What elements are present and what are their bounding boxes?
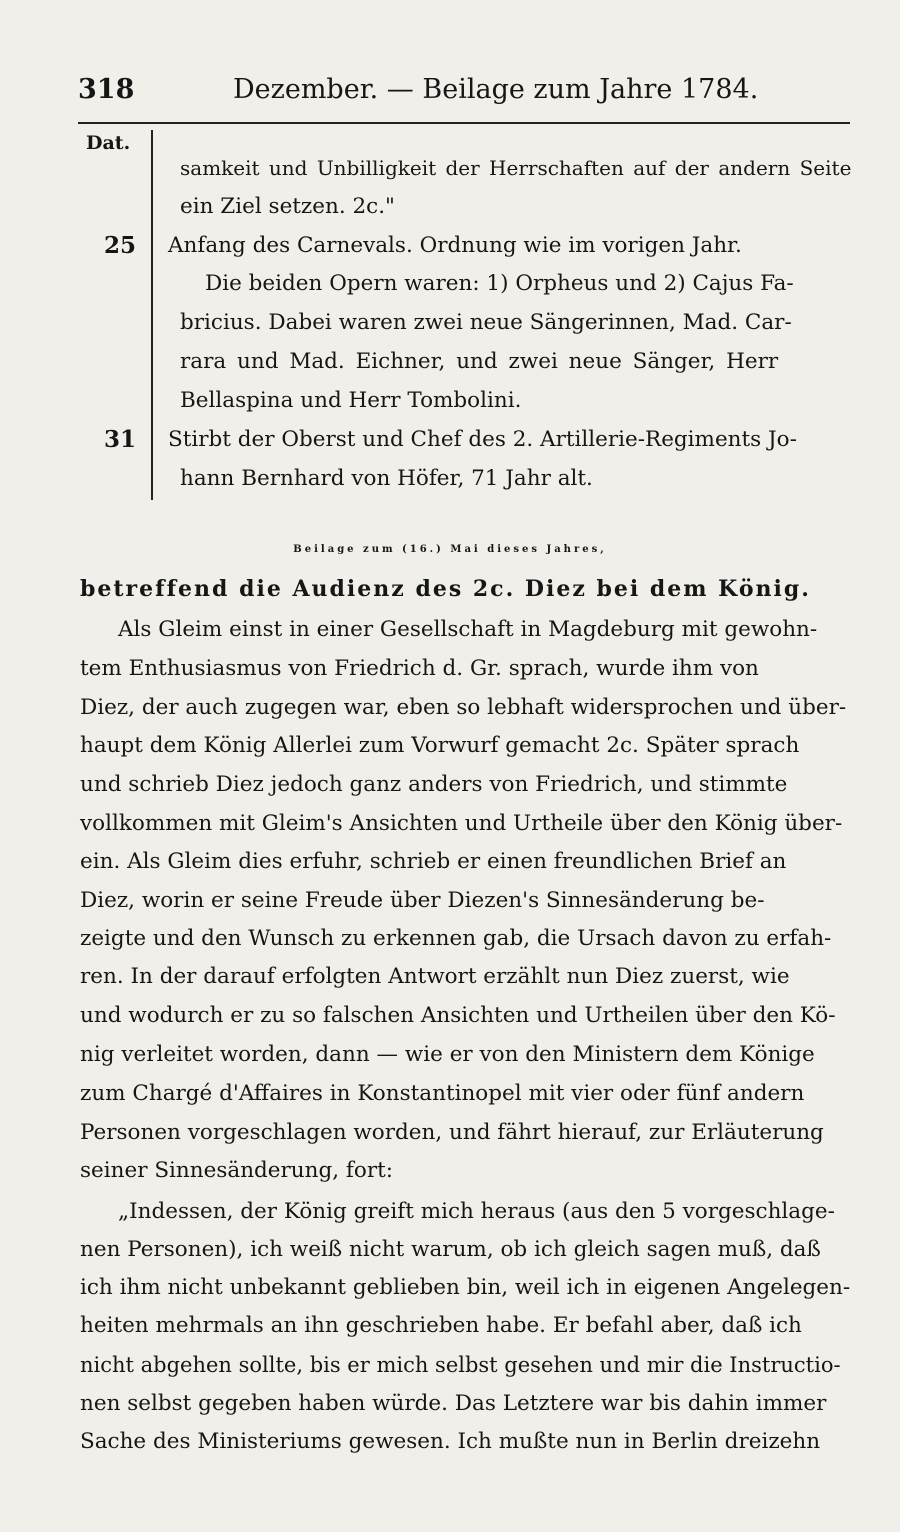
annex-title: Beilage zum (16.) Mai dieses Jahres, [293, 544, 607, 555]
body-line: und schrieb Diez jedoch ganz anders von Friedrich, und stimmte [80, 772, 788, 797]
body-line: Diez, worin er seine Freude über Diezen's Sinnesänderung be- [80, 888, 765, 913]
date-column-rule [151, 130, 153, 500]
chronicle-line: samkeit und Unbilligkeit der Herrschaften auf der andern Seite [180, 156, 852, 180]
header-rule [78, 122, 850, 124]
body-line: Personen vorgeschlagen worden, und fährt hierauf, zur Erläuterung [80, 1120, 824, 1145]
body-line: nicht abgehen sollte, bis er mich selbst gesehen und mir die Instructio- [80, 1353, 841, 1377]
entry-date: 31 [104, 426, 137, 453]
body-line: „Indessen, der König greift mich heraus (aus den 5 vorgeschlage- [118, 1199, 835, 1224]
body-line: zeigte und den Wunsch zu erkennen gab, die Ursach davon zu erfah- [80, 926, 832, 951]
chronicle-line: ein Ziel setzen. 2c." [180, 194, 395, 219]
body-line: tem Enthusiasmus von Friedrich d. Gr. sprach, wurde ihm von [80, 656, 759, 681]
body-line: Als Gleim einst in einer Gesellschaft in Magdeburg mit gewohn- [118, 617, 818, 642]
body-line: seiner Sinnesänderung, fort: [80, 1158, 393, 1183]
entry-date: 25 [104, 232, 137, 259]
chronicle-line: Bellaspina und Herr Tombolini. [180, 388, 522, 413]
body-line: Diez, der auch zugegen war, eben so lebhaft widersprochen und über- [80, 695, 847, 720]
annex-subtitle: betreffend die Audienz des 2c. Diez bei dem König. [80, 576, 811, 602]
chronicle-line: Anfang des Carnevals. Ordnung wie im vorigen Jahr. [168, 233, 742, 258]
chronicle-line: hann Bernhard von Höfer, 71 Jahr alt. [180, 466, 593, 491]
body-line: ich ihm nicht unbekannt geblieben bin, weil ich in eigenen Angelegen- [80, 1275, 851, 1300]
page-header [78, 68, 850, 110]
body-line: haupt dem König Allerlei zum Vorwurf gemacht 2c. Später sprach [80, 733, 800, 758]
body-line: vollkommen mit Gleim's Ansichten und Urtheile über den König über- [80, 811, 843, 836]
body-line: nig verleitet worden, dann — wie er von den Ministern dem Könige [80, 1042, 815, 1067]
chronicle-line: Stirbt der Oberst und Chef des 2. Artillerie-Regiments Jo- [168, 427, 797, 452]
body-line: nen selbst gegeben haben würde. Das Letztere war bis dahin immer [80, 1391, 827, 1416]
running-head: Dezember. — Beilage zum Jahre 1784. [233, 74, 759, 105]
chronicle-line: Die beiden Opern waren: 1) Orpheus und 2) Cajus Fa- [205, 271, 794, 296]
body-line: zum Chargé d'Affaires in Konstantinopel mit vier oder fünf andern [80, 1081, 805, 1106]
date-column-label: Dat. [86, 132, 131, 154]
body-line: und wodurch er zu so falschen Ansichten und Urtheilen über den Kö- [80, 1003, 836, 1028]
body-line: ren. In der darauf erfolgten Antwort erzählt nun Diez zuerst, wie [80, 964, 790, 989]
body-line: nen Personen), ich weiß nicht warum, ob ich gleich sagen muß, daß [80, 1237, 821, 1262]
body-line: heiten mehrmals an ihn geschrieben habe. Er befahl aber, daß ich [80, 1313, 802, 1338]
page-number: 318 [78, 74, 135, 105]
chronicle-line: rara und Mad. Eichner, und zwei neue Sänger, Herr [180, 349, 779, 374]
chronicle-line: bricius. Dabei waren zwei neue Sängerinnen, Mad. Car- [180, 310, 792, 335]
body-line: Sache des Ministeriums gewesen. Ich mußte nun in Berlin dreizehn [80, 1429, 821, 1454]
body-line: ein. Als Gleim dies erfuhr, schrieb er einen freundlichen Brief an [80, 849, 787, 874]
